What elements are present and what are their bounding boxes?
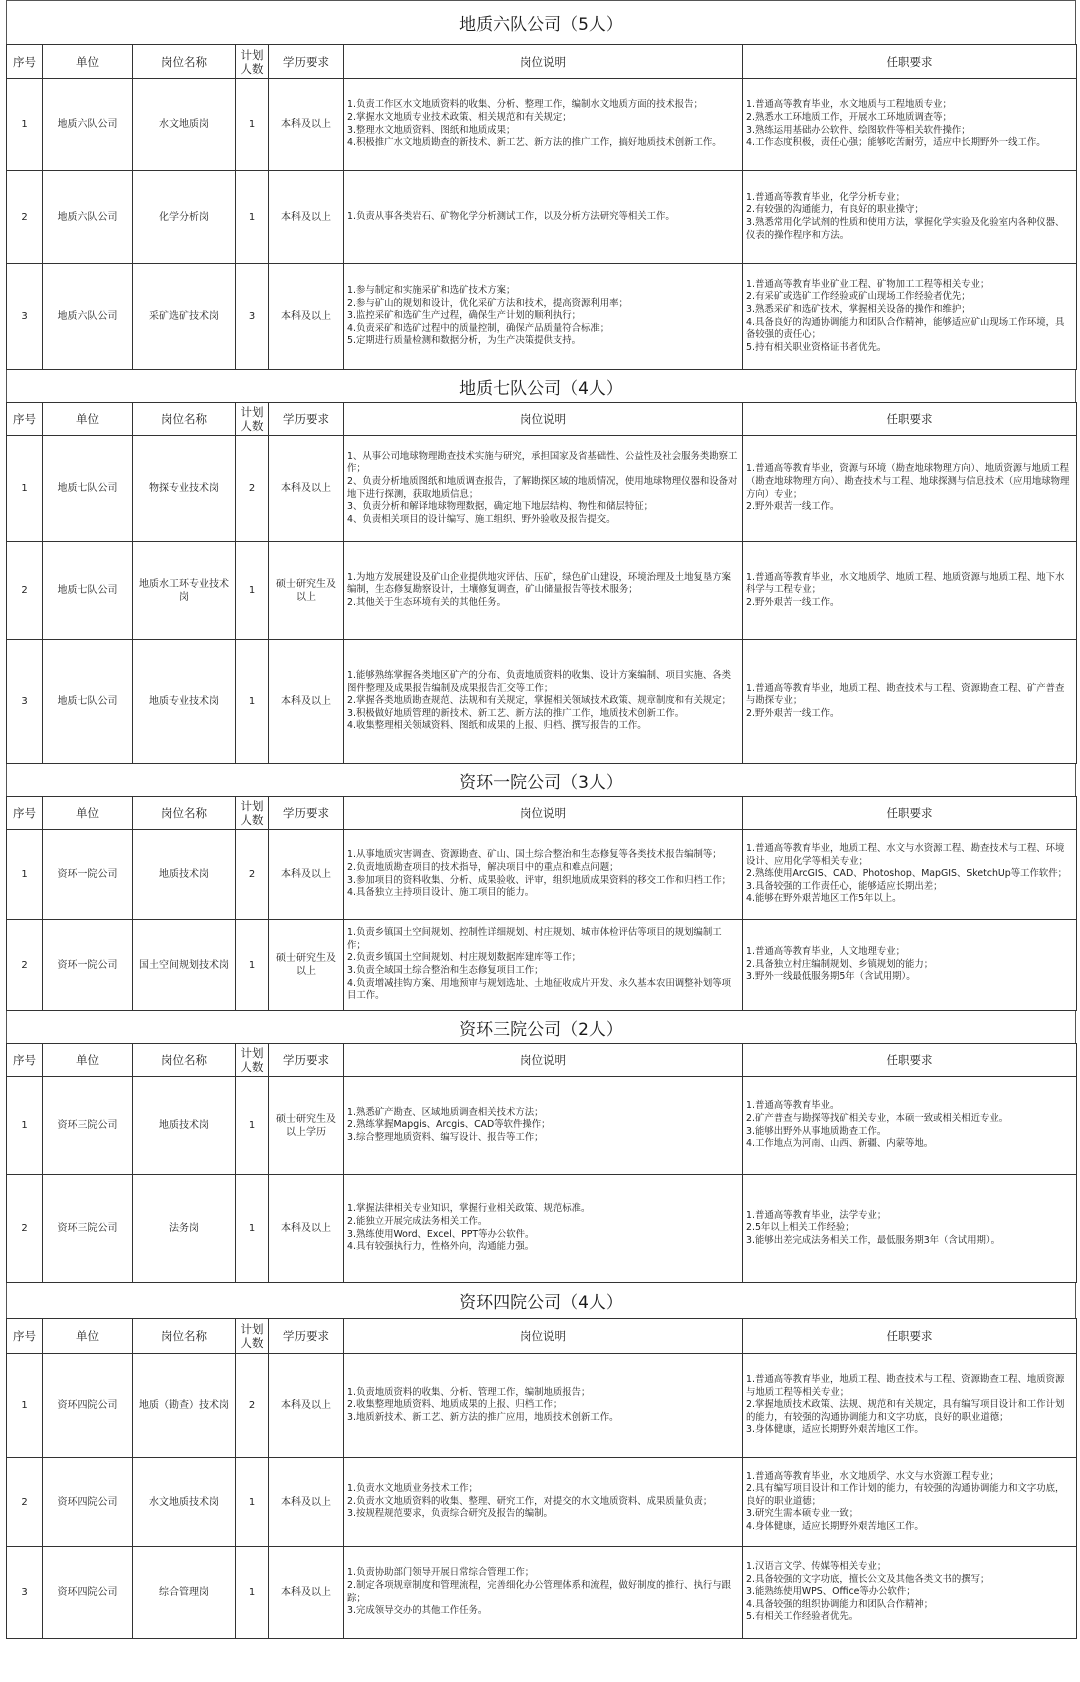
row-description: 1.负责协助部门领导开展日常综合管理工作； 2.制定各项规章制度和管理流程，完善细化办公管理体系和流程，做好制度的推行、执行与跟踪； 3.完成领导交办的其他工作任务。: [344, 1547, 743, 1639]
row-seq: 1: [7, 436, 43, 542]
row-plan-count: 1: [236, 640, 269, 764]
row-seq: 2: [7, 920, 43, 1011]
header-requirements: 任职要求: [743, 1044, 1077, 1077]
job-table: [6, 402, 1077, 764]
table-row: [7, 640, 1077, 764]
header-plan: 计划人数: [236, 797, 269, 830]
row-plan-count: 1: [236, 1547, 269, 1639]
header-description: 岗位说明: [344, 797, 743, 830]
row-requirements: 1.普通高等教育毕业，水文地质学、水文与水资源工程专业； 2.具有编写项目设计和工作计划的能力，有较强的沟通协调能力和文字功底，良好的职业道德； 3.研究生需本硕专业一致； 4.身体健康，适应长期野外艰苦地区工作。: [743, 1458, 1077, 1547]
header-unit: 单位: [43, 403, 133, 436]
row-seq: 3: [7, 264, 43, 370]
job-table: [6, 1318, 1077, 1639]
table-row: [7, 1175, 1077, 1283]
row-education: 本科及以上: [269, 1458, 344, 1547]
row-description: 1.能够熟练掌握各类地区矿产的分布、负责地质资料的收集、设计方案编制、项目实施、各类图件整理及成果报告编制及成果报告汇交等工作； 2.掌握各类地质勘查规范、法规和有关规定，掌握相关领域技术政策、规章制度和有关规定； 3.积极做好地质管理的新技术、新工艺、新方法的推广工作，地质技术创新工作。 4.收集整理相关领域资料、图纸和成果的上报、归档、撰写报告的工作。: [344, 640, 743, 764]
row-position: 综合管理岗: [133, 1547, 236, 1639]
job-table: [6, 1043, 1077, 1283]
header-plan: 计划人数: [236, 45, 269, 79]
header-position: 岗位名称: [133, 1319, 236, 1354]
row-position: 地质水工环专业技术岗: [133, 542, 236, 640]
row-education: 本科及以上: [269, 830, 344, 920]
row-seq: 2: [7, 171, 43, 264]
row-education: 本科及以上: [269, 79, 344, 171]
row-seq: 1: [7, 830, 43, 920]
row-position: 地质专业技术岗: [133, 640, 236, 764]
row-position: 水文地质技术岗: [133, 1458, 236, 1547]
table-header-row: [7, 1044, 1077, 1077]
row-description: 1、从事公司地球物理勘查技术实施与研究，承担国家及省基础性、公益性及社会服务类勘察工作； 2、负责分析地质图纸和地质调查报告，了解勘探区域的地质情况，使用地球物理仪器和设备对地下进行探测，获取地质信息； 3、负责分析和解译地球物理数据，确定地下地层结构、物性和储层特征； 4、负责相关项目的设计编写、施工组织、野外验收及报告提交。: [344, 436, 743, 542]
row-requirements: 1.普通高等教育毕业，人文地理专业； 2.具备独立村庄编制规划、乡镇规划的能力； 3.野外一线最低服务期5年（含试用期）。: [743, 920, 1077, 1011]
header-seq: 序号: [7, 403, 43, 436]
row-unit: 地质七队公司: [43, 436, 133, 542]
header-seq: 序号: [7, 1319, 43, 1354]
row-unit: 地质六队公司: [43, 79, 133, 171]
row-unit: 资环一院公司: [43, 830, 133, 920]
header-seq: 序号: [7, 797, 43, 830]
row-education: 硕士研究生及以上: [269, 920, 344, 1011]
row-description: 1.掌握法律相关专业知识，掌握行业相关政策、规范标准。 2.能独立开展完成法务相关工作。 3.熟练使用Word、Excel、PPT等办公软件。 4.具有较强执行力，性格外向，沟通能力强。: [344, 1175, 743, 1283]
header-education: 学历要求: [269, 797, 344, 830]
row-position: 采矿选矿技术岗: [133, 264, 236, 370]
row-unit: 地质七队公司: [43, 640, 133, 764]
header-description: 岗位说明: [344, 1044, 743, 1077]
table-header-row: [7, 45, 1077, 79]
row-requirements: 1.普通高等教育毕业，地质工程、勘查技术与工程、资源勘查工程、矿产普查与勘探专业； 2.野外艰苦一线工作。: [743, 640, 1077, 764]
row-plan-count: 1: [236, 1175, 269, 1283]
row-position: 水文地质岗: [133, 79, 236, 171]
row-unit: 地质六队公司: [43, 171, 133, 264]
row-unit: 地质七队公司: [43, 542, 133, 640]
header-unit: 单位: [43, 1319, 133, 1354]
row-unit: 资环四院公司: [43, 1458, 133, 1547]
header-description: 岗位说明: [344, 1319, 743, 1354]
row-plan-count: 2: [236, 1354, 269, 1458]
job-table: [6, 796, 1077, 1011]
table-row: [7, 1547, 1077, 1639]
row-requirements: 1.普通高等教育毕业，化学分析专业； 2.有较强的沟通能力，有良好的职业操守； 3.熟悉常用化学试剂的性质和使用方法，掌握化学实验及化验室内各种仪器、仪表的操作程序和方法。: [743, 171, 1077, 264]
row-seq: 1: [7, 1354, 43, 1458]
row-plan-count: 2: [236, 830, 269, 920]
table-row: [7, 79, 1077, 171]
row-education: 本科及以上: [269, 1354, 344, 1458]
header-plan: 计划人数: [236, 1319, 269, 1354]
row-seq: 1: [7, 1077, 43, 1175]
row-seq: 1: [7, 79, 43, 171]
row-requirements: 1.普通高等教育毕业，地质工程、勘查技术与工程、资源勘查工程、地质资源与地质工程等相关专业； 2.掌握地质技术政策、法规、规范和有关规定，具有编写项目设计和工作计划的能力，有较强的沟通协调能力和文字功底，良好的职业道德； 3.身体健康，适应长期野外艰苦地区工作。: [743, 1354, 1077, 1458]
row-plan-count: 1: [236, 920, 269, 1011]
row-education: 本科及以上: [269, 1547, 344, 1639]
table-row: [7, 920, 1077, 1011]
row-requirements: 1.普通高等教育毕业，地质工程、水文与水资源工程、勘查技术与工程、环境设计、应用化学等相关专业； 2.熟练使用ArcGIS、CAD、Photoshop、MapGIS、SketchUp等工作软件； 3.具备较强的工作责任心，能够适应长期出差； 4.能够在野外艰苦地区工作5年以上。: [743, 830, 1077, 920]
row-seq: 2: [7, 542, 43, 640]
row-position: 地质（勘查）技术岗: [133, 1354, 236, 1458]
row-unit: 地质六队公司: [43, 264, 133, 370]
row-description: 1.参与制定和实施采矿和选矿技术方案； 2.参与矿山的规划和设计，优化采矿方法和技术，提高资源利用率； 3.监控采矿和选矿生产过程，确保生产计划的顺利执行； 4.负责采矿和选矿过程中的质量控制，确保产品质量符合标准； 5.定期进行质量检测和数据分析，为生产决策提供支持。: [344, 264, 743, 370]
header-plan: 计划人数: [236, 403, 269, 436]
table-header-row: [7, 797, 1077, 830]
row-requirements: 1.普通高等教育毕业，水文地质与工程地质专业； 2.熟悉水工环地质工作，开展水工环地质调查等； 3.熟练运用基础办公软件、绘图软件等相关软件操作； 4.工作态度积极，责任心强；能够吃苦耐劳，适应中长期野外一线工作。: [743, 79, 1077, 171]
header-description: 岗位说明: [344, 45, 743, 79]
row-seq: 2: [7, 1175, 43, 1283]
row-education: 本科及以上: [269, 1175, 344, 1283]
row-education: 本科及以上: [269, 264, 344, 370]
header-plan: 计划人数: [236, 1044, 269, 1077]
header-unit: 单位: [43, 45, 133, 79]
row-position: 化学分析岗: [133, 171, 236, 264]
table-row: [7, 1077, 1077, 1175]
row-requirements: 1.汉语言文学、传媒等相关专业； 2.具备较强的文字功底，擅长公文及其他各类文书的撰写； 3.能熟练使用WPS、Office等办公软件； 4.具备较强的组织协调能力和团队合作精神； 5.有相关工作经验者优先。: [743, 1547, 1077, 1639]
row-requirements: 1.普通高等教育毕业，法学专业； 2.5年以上相关工作经验； 3.能够出差完成法务相关工作，最低服务期3年（含试用期）。: [743, 1175, 1077, 1283]
row-seq: 2: [7, 1458, 43, 1547]
row-requirements: 1.普通高等教育毕业。 2.矿产普查与勘探等找矿相关专业，本硕一致或相关相近专业。 3.能够出野外从事地质勘查工作。 4.工作地点为河南、山西、新疆、内蒙等地。: [743, 1077, 1077, 1175]
row-unit: 资环四院公司: [43, 1547, 133, 1639]
row-plan-count: 1: [236, 542, 269, 640]
table-row: [7, 542, 1077, 640]
table-header-row: [7, 403, 1077, 436]
row-position: 地质技术岗: [133, 1077, 236, 1175]
row-unit: 资环三院公司: [43, 1175, 133, 1283]
row-description: 1.负责水文地质业务技术工作； 2.负责水文地质资料的收集、整理、研究工作，对提交的水文地质资料、成果质量负责； 3.按规程规范要求，负责综合研究及报告的编制。: [344, 1458, 743, 1547]
row-seq: 3: [7, 1547, 43, 1639]
header-position: 岗位名称: [133, 403, 236, 436]
header-requirements: 任职要求: [743, 1319, 1077, 1354]
row-position: 物探专业技术岗: [133, 436, 236, 542]
table-row: [7, 1458, 1077, 1547]
row-description: 1.负责乡镇国土空间规划、控制性详细规划、村庄规划、城市体检评估等项目的规划编制工作； 2.负责乡镇国土空间规划、村庄规划数据库建库等工作； 3.负责全域国土综合整治和生态修复项目工作； 4.负责增减挂钩方案、用地预审与规划选址、土地征收成片开发、永久基本农田调整补划等项目工作。: [344, 920, 743, 1011]
row-unit: 资环四院公司: [43, 1354, 133, 1458]
row-position: 地质技术岗: [133, 830, 236, 920]
section-title: 地质七队公司（4人）: [6, 370, 1076, 402]
row-description: 1.负责地质资料的收集、分析、管理工作，编制地质报告； 2.收集整理地质资料、地质成果的上报、归档工作； 3.地质新技术、新工艺、新方法的推广应用，地质技术创新工作。: [344, 1354, 743, 1458]
section-title: 资环三院公司（2人）: [6, 1011, 1076, 1043]
job-table: [6, 44, 1077, 370]
header-education: 学历要求: [269, 1044, 344, 1077]
table-row: [7, 436, 1077, 542]
row-description: 1.负责工作区水文地质资料的收集、分析、整理工作，编制水文地质方面的技术报告； 2.掌握水文地质专业技术政策、相关规范和有关规定； 3.整理水文地质资料、图纸和地质成果； 4.积极推广水文地质勘查的新技术、新工艺、新方法的推广工作，搞好地质技术创新工作。: [344, 79, 743, 171]
row-unit: 资环一院公司: [43, 920, 133, 1011]
row-description: 1.负责从事各类岩石、矿物化学分析测试工作，以及分析方法研究等相关工作。: [344, 171, 743, 264]
header-position: 岗位名称: [133, 1044, 236, 1077]
header-requirements: 任职要求: [743, 403, 1077, 436]
row-education: 本科及以上: [269, 640, 344, 764]
row-plan-count: 1: [236, 171, 269, 264]
row-plan-count: 1: [236, 1077, 269, 1175]
section-title: 资环四院公司（4人）: [6, 1283, 1076, 1318]
section-title: 资环一院公司（3人）: [6, 764, 1076, 796]
header-education: 学历要求: [269, 45, 344, 79]
row-description: 1.为地方发展建设及矿山企业提供地灾评估、压矿，绿色矿山建设，环境治理及土地复垦方案编制，生态修复勘察设计，土壤修复调查，矿山储量报告等技术服务； 2.其他关于生态环境有关的其他任务。: [344, 542, 743, 640]
row-requirements: 1.普通高等教育毕业，资源与环境（勘查地球物理方向）、地质资源与地质工程（勘查地球物理方向）、勘查技术与工程、地球探测与信息技术（应用地球物理方向）专业； 2.野外艰苦一线工作。: [743, 436, 1077, 542]
table-row: [7, 1354, 1077, 1458]
header-position: 岗位名称: [133, 797, 236, 830]
table-header-row: [7, 1319, 1077, 1354]
row-plan-count: 3: [236, 264, 269, 370]
header-unit: 单位: [43, 1044, 133, 1077]
row-requirements: 1.普通高等教育毕业，水文地质学、地质工程、地质资源与地质工程、地下水科学与工程专业； 2.野外艰苦一线工作。: [743, 542, 1077, 640]
header-requirements: 任职要求: [743, 45, 1077, 79]
header-education: 学历要求: [269, 403, 344, 436]
row-plan-count: 1: [236, 79, 269, 171]
section-title: 地质六队公司（5人）: [6, 0, 1076, 44]
row-education: 本科及以上: [269, 171, 344, 264]
header-seq: 序号: [7, 45, 43, 79]
row-description: 1.从事地质灾害调查、资源勘查、矿山、国土综合整治和生态修复等各类技术报告编制等； 2.负责地质勘查项目的技术指导，解决项目中的重点和难点问题； 3.参加项目的资料收集、分析、成果验收、评审，组织地质成果资料的移交工作和归档工作； 4.具备独立主持项目设计、施工项目的能力。: [344, 830, 743, 920]
header-seq: 序号: [7, 1044, 43, 1077]
row-position: 法务岗: [133, 1175, 236, 1283]
row-education: 硕士研究生及以上: [269, 542, 344, 640]
table-row: [7, 830, 1077, 920]
row-unit: 资环三院公司: [43, 1077, 133, 1175]
header-description: 岗位说明: [344, 403, 743, 436]
table-row: [7, 171, 1077, 264]
row-description: 1.熟悉矿产勘查、区域地质调查相关技术方法； 2.熟练掌握Mapgis、Arcgis、CAD等软件操作； 3.综合整理地质资料、编写设计、报告等工作；: [344, 1077, 743, 1175]
header-requirements: 任职要求: [743, 797, 1077, 830]
row-seq: 3: [7, 640, 43, 764]
row-education: 硕士研究生及以上学历: [269, 1077, 344, 1175]
table-row: [7, 264, 1077, 370]
row-position: 国土空间规划技术岗: [133, 920, 236, 1011]
header-unit: 单位: [43, 797, 133, 830]
header-position: 岗位名称: [133, 45, 236, 79]
row-requirements: 1.普通高等教育毕业矿业工程、矿物加工工程等相关专业； 2.有采矿或选矿工作经验或矿山现场工作经验者优先； 3.熟悉采矿和选矿技术，掌握相关设备的操作和维护； 4.具备良好的沟通协调能力和团队合作精神，能够适应矿山现场工作环境，具备较强的责任心； 5.持有相关职业资格证书者优先。: [743, 264, 1077, 370]
row-education: 本科及以上: [269, 436, 344, 542]
row-plan-count: 2: [236, 436, 269, 542]
header-education: 学历要求: [269, 1319, 344, 1354]
row-plan-count: 1: [236, 1458, 269, 1547]
